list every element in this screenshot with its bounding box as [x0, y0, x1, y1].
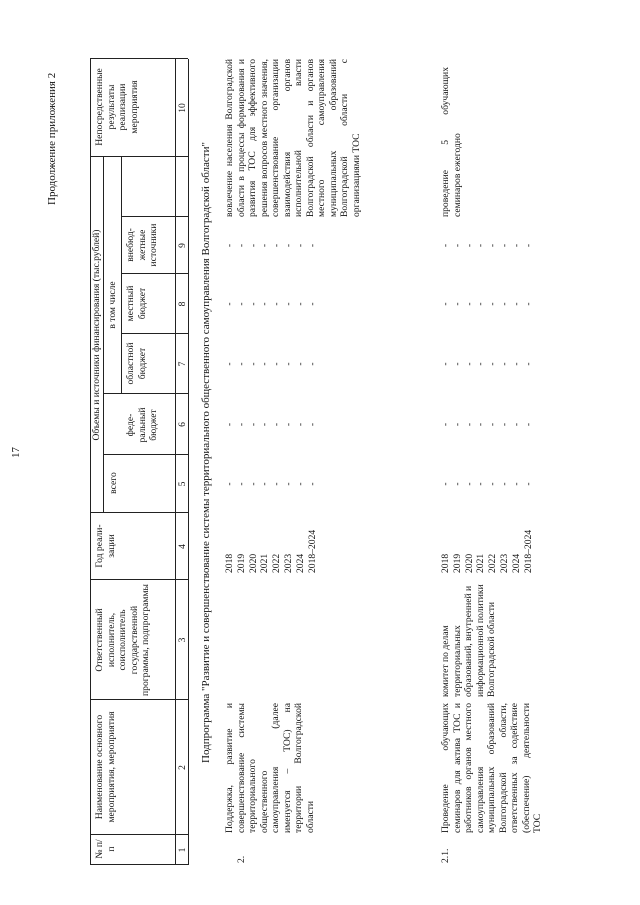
- dash: -: [271, 422, 283, 427]
- row-2-regional: [224, 334, 318, 394]
- colnum-6: 6: [177, 422, 188, 427]
- col-line-10: [90, 156, 188, 157]
- dash: -: [247, 422, 259, 427]
- incl-header-line: [121, 157, 122, 394]
- year: 2023: [282, 553, 294, 573]
- dash: -: [259, 243, 271, 248]
- dash: -: [510, 243, 522, 248]
- row-2-result: вовлечение населения Волгоградской области в процессы формирования и развития ТОС для эффективного решения вопросов местного значения, совершенствование организации взаимодействия органов исполнительной власти Волгоградской области и органов местного самоуправления муниципальных образований Волгоградской области с организациями ТОС: [224, 59, 362, 217]
- dash: -: [271, 482, 283, 486]
- colnum-3: 3: [177, 637, 188, 643]
- dash: -: [510, 482, 522, 486]
- dash: -: [224, 422, 235, 427]
- dash: -: [259, 422, 271, 427]
- dash: -: [259, 362, 271, 366]
- dash: -: [440, 243, 451, 248]
- row-2-years: [224, 515, 318, 573]
- dash: -: [522, 482, 534, 486]
- year: 2019: [451, 553, 463, 573]
- dash: -: [510, 362, 522, 366]
- dash: -: [487, 362, 499, 366]
- row-2-1-years: [440, 515, 534, 573]
- dash: -: [475, 302, 487, 306]
- dash: -: [306, 422, 318, 427]
- header-results: Непосредственные результаты реализации мероприятия: [94, 68, 140, 146]
- header-regional: областной бюджет: [125, 342, 148, 385]
- dash: -: [522, 362, 534, 366]
- col-line-5: [103, 454, 188, 455]
- year: 2022: [271, 553, 283, 573]
- col-line-6: [103, 393, 188, 394]
- year: 2021: [259, 553, 271, 573]
- col-line-0: [90, 864, 188, 865]
- dash: -: [271, 302, 283, 306]
- dash: -: [475, 362, 487, 366]
- row-2-1-regional: [440, 334, 534, 394]
- dash: -: [224, 362, 235, 366]
- colnum-7: 7: [177, 361, 188, 367]
- dash: -: [235, 482, 247, 486]
- dash: -: [522, 243, 534, 248]
- dash: -: [463, 482, 475, 486]
- dash: -: [282, 482, 294, 486]
- year: 2023: [498, 553, 510, 573]
- year: 2020: [463, 553, 475, 573]
- dash: -: [440, 302, 451, 306]
- dash: -: [282, 302, 294, 306]
- dash: -: [463, 362, 475, 366]
- header-federal: феде-ральный бюджет: [125, 407, 159, 443]
- dash: -: [294, 362, 306, 366]
- dash: -: [235, 362, 247, 366]
- colnum-2: 2: [177, 765, 188, 770]
- row-2-1-num: 2.1.: [440, 848, 451, 863]
- row-2-1-name: Проведение обучающих семинаров для актива ТОС и работников органов местного самоуправления муниципальных образований Волгоградской области, ответственных за содействие (обеспечение) деятельности ТОС: [440, 703, 543, 833]
- dash: -: [306, 302, 318, 306]
- dash: -: [440, 362, 451, 366]
- funding-header-line: [103, 157, 104, 513]
- dash: -: [224, 482, 235, 486]
- year: 2022: [487, 553, 499, 573]
- dash: -: [294, 482, 306, 486]
- year: 2019: [235, 553, 247, 573]
- year: 2018–2024: [306, 529, 318, 573]
- dash: -: [510, 422, 522, 427]
- header-name: Наименование основного мероприятия, мероприятия: [94, 711, 117, 823]
- row-2-1-result: проведение 5 обучающих семинаров ежегодно: [440, 67, 463, 217]
- dash: -: [498, 362, 510, 366]
- header-year: Год реали-зации: [94, 524, 117, 568]
- continuation-label: Продолжение приложения 2: [46, 72, 58, 205]
- header-num: № п/п: [94, 839, 117, 859]
- header-executor: Ответственный исполнитель, соисполнитель государственной программы, подпрограммы: [94, 584, 151, 696]
- header-total: всего: [108, 472, 119, 494]
- dash: -: [475, 243, 487, 248]
- dash: -: [259, 482, 271, 486]
- dash: -: [475, 482, 487, 486]
- dash: -: [487, 482, 499, 486]
- dash: -: [463, 302, 475, 306]
- dash: -: [306, 243, 318, 248]
- row-2-1-local: [440, 274, 534, 334]
- col-line-4: [90, 512, 188, 513]
- col-line-3: [90, 579, 188, 580]
- col-line-2: [90, 699, 188, 700]
- dash: -: [451, 243, 463, 248]
- dash: -: [271, 362, 283, 366]
- dash: -: [282, 362, 294, 366]
- header-funding: Объемы и источники финансирования (тыс.рублей): [91, 229, 102, 441]
- year: 2021: [475, 553, 487, 573]
- header-bottom-border: [175, 59, 176, 865]
- dash: -: [235, 422, 247, 427]
- dash: -: [498, 422, 510, 427]
- dash: -: [498, 482, 510, 486]
- dash: -: [475, 422, 487, 427]
- header-incl: в том числе: [107, 281, 118, 329]
- col-line-1: [90, 834, 188, 835]
- dash: -: [224, 243, 235, 248]
- dash: -: [224, 302, 235, 306]
- row-2-federal: [224, 394, 318, 455]
- dash: -: [487, 302, 499, 306]
- year: 2020: [247, 553, 259, 573]
- dash: -: [271, 243, 283, 248]
- year: 2024: [510, 553, 522, 573]
- header-offbudget: внебюд-жетные источники: [125, 223, 159, 267]
- dash: -: [306, 482, 318, 486]
- row-2-1-federal: [440, 394, 534, 455]
- dash: -: [522, 422, 534, 427]
- row-2-num: 2.: [236, 855, 247, 863]
- dash: -: [451, 482, 463, 486]
- dash: -: [294, 302, 306, 306]
- colnum-9: 9: [177, 243, 188, 248]
- row-2-local: [224, 274, 318, 334]
- dash: -: [498, 243, 510, 248]
- dash: -: [440, 422, 451, 427]
- dash: -: [235, 302, 247, 306]
- dash: -: [235, 243, 247, 248]
- dash: -: [487, 422, 499, 427]
- dash: -: [463, 243, 475, 248]
- colnum-10: 10: [177, 103, 188, 113]
- year: 2018: [440, 553, 451, 573]
- colnum-8: 8: [177, 301, 188, 307]
- dash: -: [306, 362, 318, 366]
- colnum-4: 4: [177, 544, 188, 549]
- colnum-5: 5: [177, 481, 188, 487]
- year: 2024: [294, 553, 306, 573]
- dash: -: [463, 422, 475, 427]
- dash: -: [451, 302, 463, 306]
- dash: -: [487, 243, 499, 248]
- subprogram-title: Подпрограмма "Развитие и совершенствование системы территориального общественного самоуправления Волгоградской области": [200, 142, 212, 763]
- row-2-name: Поддержка, развитие и совершенствование системы территориального общественного самоуправления (далее именуется – ТОС) на территории Волгоградской области: [224, 703, 316, 833]
- year: 2018–2024: [522, 529, 534, 573]
- dash: -: [498, 302, 510, 306]
- colnum-1: 1: [177, 847, 188, 853]
- row-2-1-executor: комитет по делам территориальных образований, внутренней и информационной политики Волгоградской области: [440, 584, 497, 697]
- dash: -: [247, 362, 259, 366]
- dash: -: [510, 302, 522, 306]
- row-2-1-total: [440, 455, 534, 513]
- dash: -: [451, 422, 463, 427]
- dash: -: [294, 422, 306, 427]
- row-2-offbudget: [224, 217, 318, 274]
- dash: -: [247, 243, 259, 248]
- year: 2018: [224, 553, 235, 573]
- dash: -: [451, 362, 463, 366]
- col-line-11: [90, 58, 188, 59]
- dash: -: [247, 302, 259, 306]
- page-number: 17: [10, 447, 22, 458]
- dash: -: [440, 482, 451, 486]
- dash: -: [259, 302, 271, 306]
- dash: -: [282, 243, 294, 248]
- dash: -: [247, 482, 259, 486]
- dash: -: [282, 422, 294, 427]
- header-local: местный бюджет: [125, 285, 148, 322]
- dash: -: [522, 302, 534, 306]
- dash: -: [294, 243, 306, 248]
- row-2-total: [224, 455, 318, 513]
- row-2-1-offbudget: [440, 217, 534, 274]
